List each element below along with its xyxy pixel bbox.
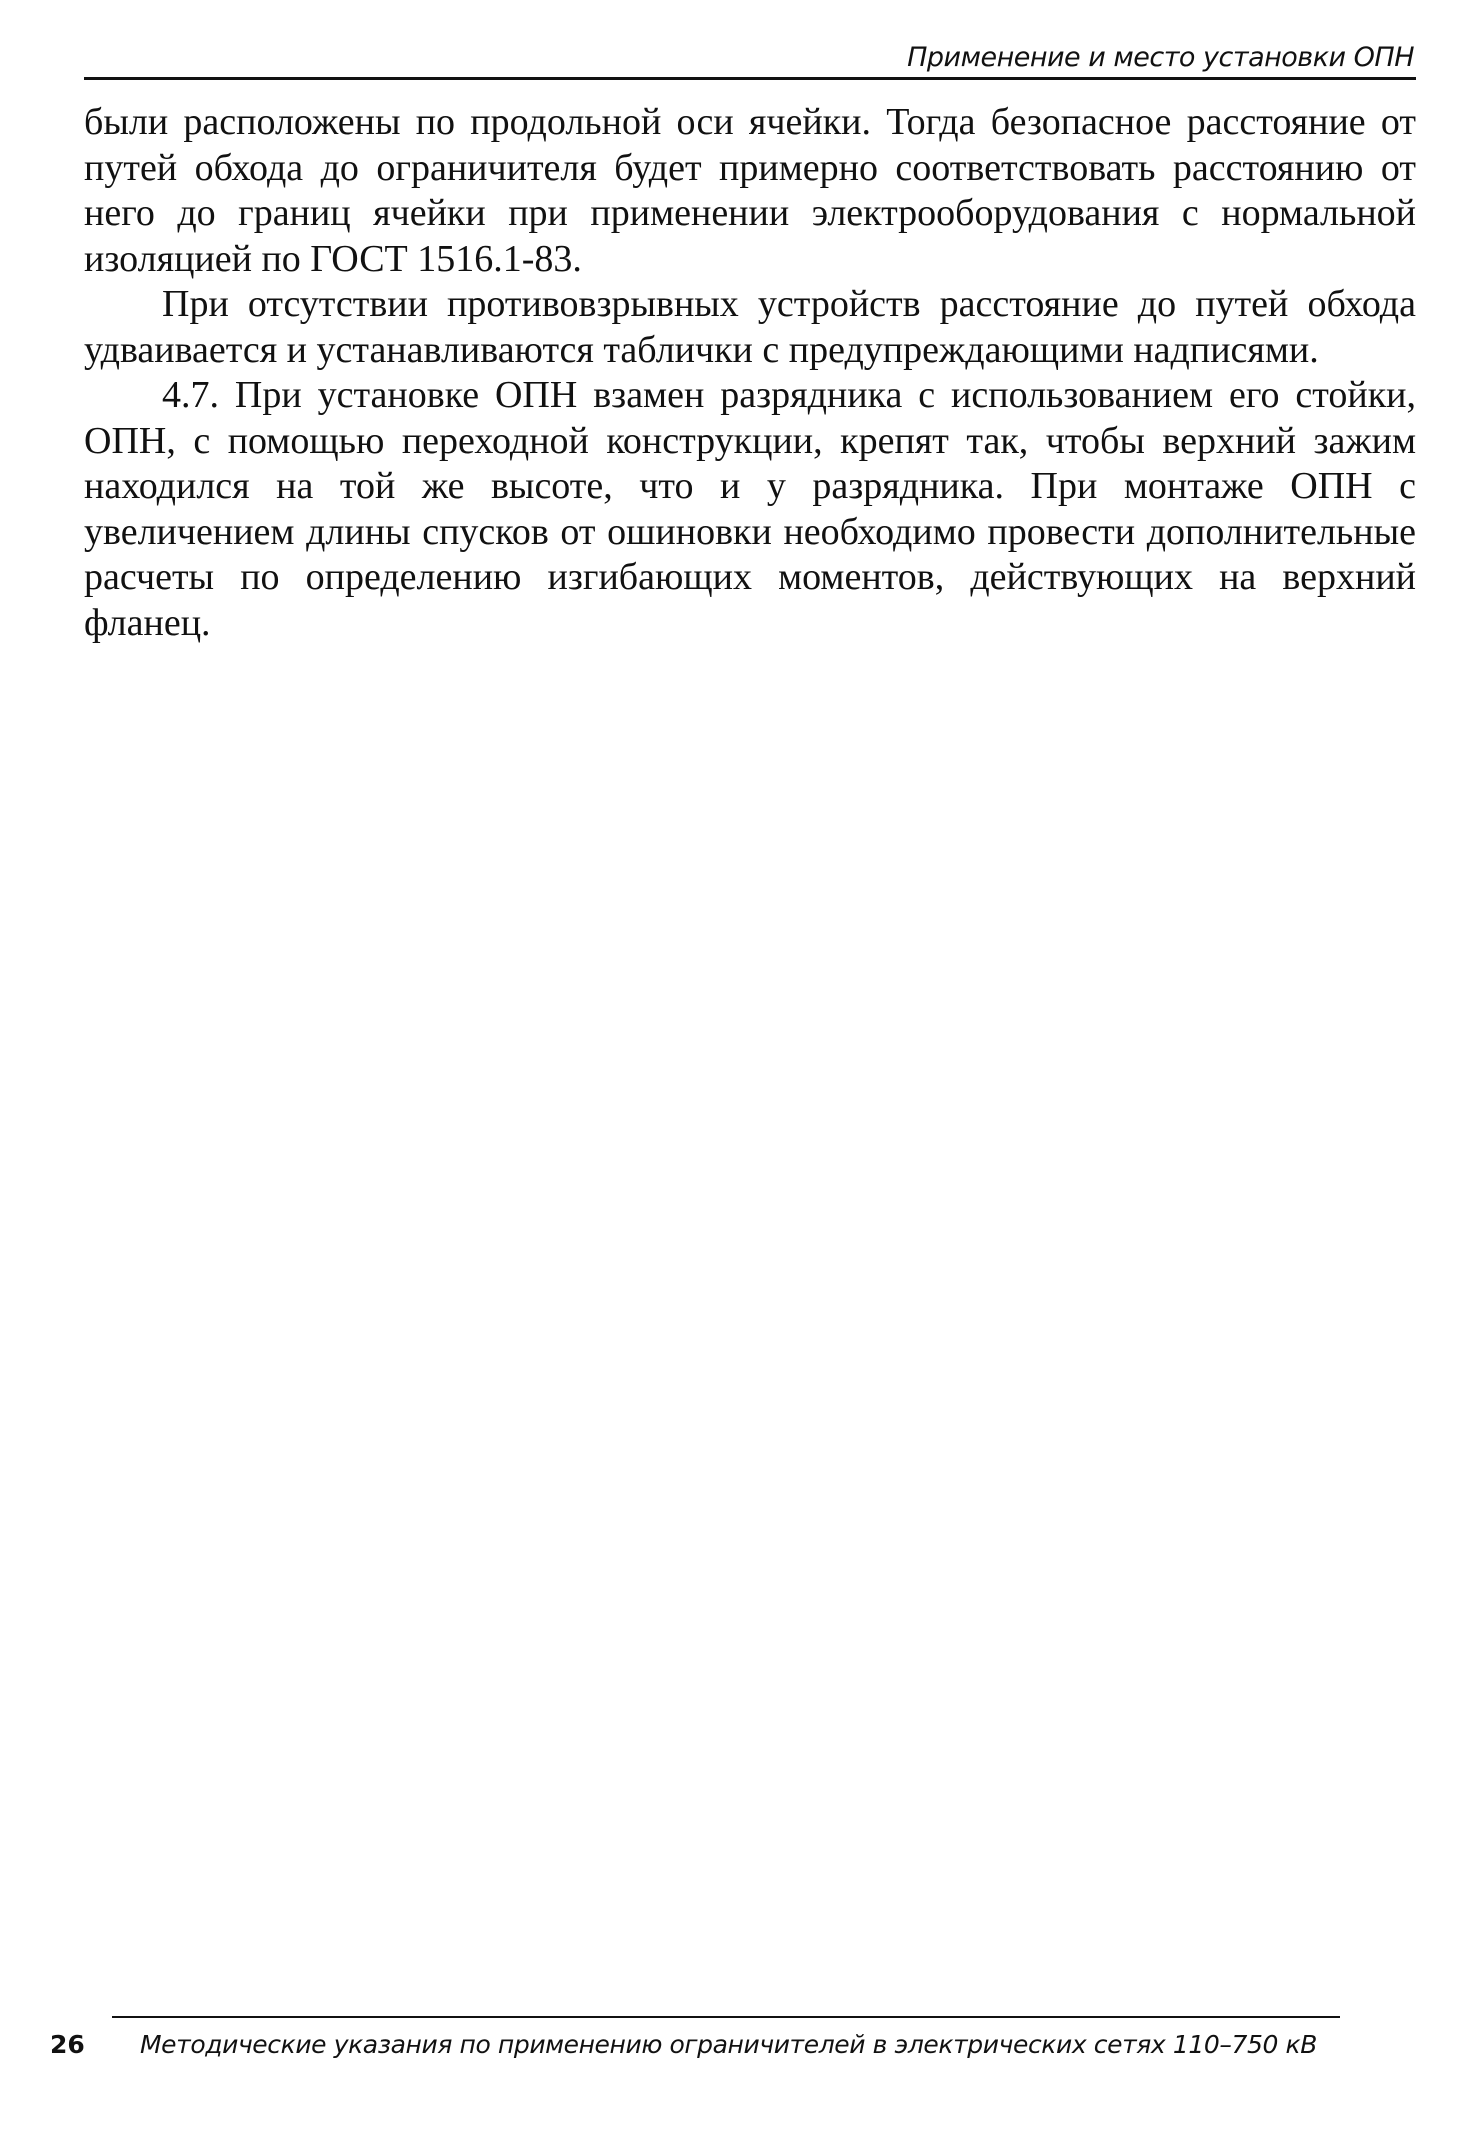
footer-divider [112, 2016, 1340, 2018]
paragraph-continuation: были расположены по продольной оси ячейки. Тогда безопасное расстояние от путей обхода до ограничителя будет примерно соответствовать расстоянию от него до границ ячейки при применении электрооборудования с нормальной изоляцией по ГОСТ 1516.1-83. [84, 101, 1416, 280]
page-number: 26 [50, 2030, 85, 2059]
paragraph-section-4-7: 4.7. При установке ОПН взамен разрядника с использованием его стойки, ОПН, с помощью переходной конструкции, крепят так, чтобы верхний зажим находился на той же высоте, что и у разрядника. При монтаже ОПН с увеличением длины спусков от ошиновки необходимо провести дополнительные расчеты по определению изгибающих моментов, действующих на верхний фланец. [84, 374, 1416, 644]
header-divider [84, 77, 1416, 80]
running-header: Применение и место установки ОПН [907, 42, 1414, 73]
footer-book-title: Методические указания по применению ограничителей в электрических сетях 110–750 кВ [140, 2030, 1317, 2059]
paragraph-blast-protection: При отсутствии противовзрывных устройств расстояние до путей обхода удваивается и устанавливаются таблички с предупреждающими надписями. [84, 283, 1416, 371]
body-text [84, 100, 1416, 646]
